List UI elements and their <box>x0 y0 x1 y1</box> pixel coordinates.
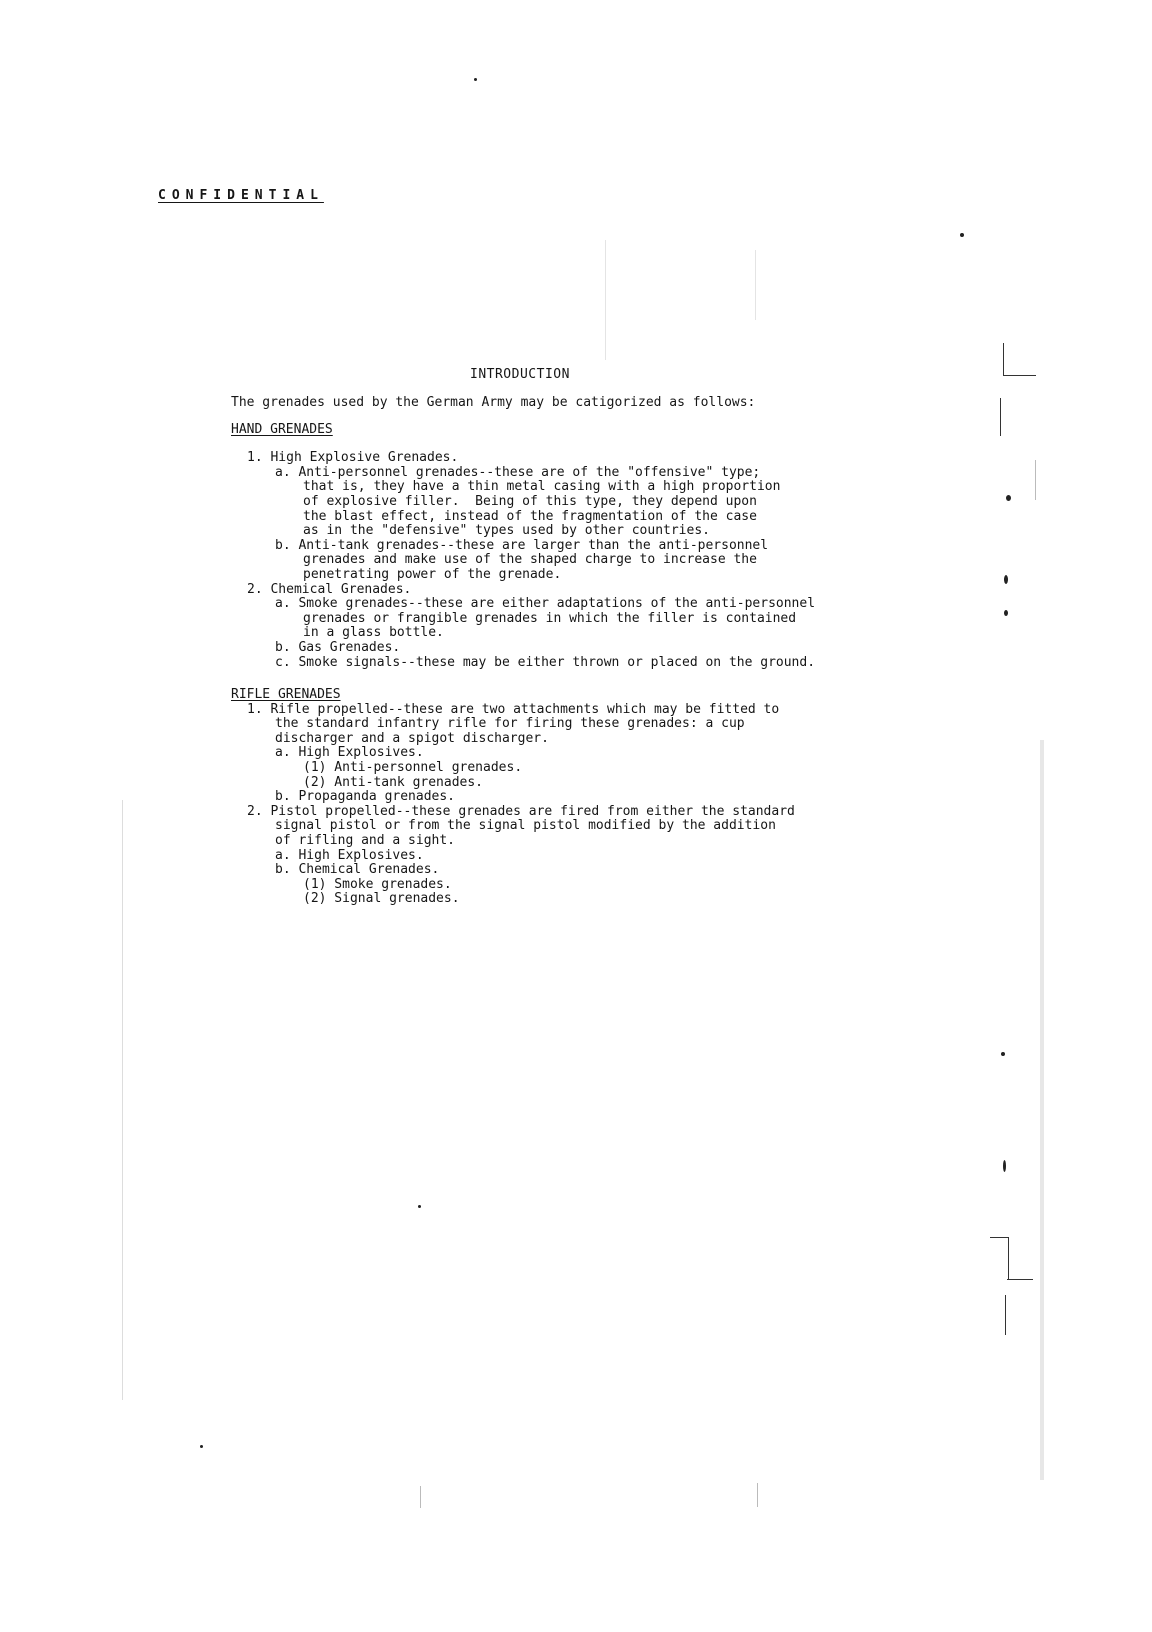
scan-bracket <box>990 1237 1009 1280</box>
outline-line: that is, they have a thin metal casing with a high proportion <box>303 479 781 495</box>
scan-speck <box>1006 495 1011 501</box>
scan-speck <box>474 78 477 81</box>
page-title: INTRODUCTION <box>470 367 570 382</box>
outline-line: in a glass bottle. <box>303 625 444 641</box>
outline-line: b. Anti-tank grenades--these are larger than the anti-personnel <box>275 537 769 553</box>
outline-line: a. High Explosives. <box>275 847 424 863</box>
scan-bracket <box>1007 1279 1033 1281</box>
outline-line: penetrating power of the grenade. <box>303 566 562 582</box>
outline-line: 2. Pistol propelled--these grenades are fired from either the standard <box>247 803 795 819</box>
outline-line: grenades and make use of the shaped charge to increase the <box>303 552 757 568</box>
scan-margin-line <box>1040 740 1044 1480</box>
outline-line: 2. Chemical Grenades. <box>247 581 412 597</box>
rifle-grenades-list <box>231 703 991 907</box>
scan-margin-line <box>420 1486 421 1508</box>
scan-speck <box>960 233 964 237</box>
outline-line: b. Propaganda grenades. <box>275 789 456 805</box>
scan-bracket <box>1003 343 1036 376</box>
outline-line: 1. High Explosive Grenades. <box>247 450 459 466</box>
section-heading-rifle-grenades: RIFLE GRENADES <box>231 687 341 703</box>
outline-line: the standard infantry rifle for firing these grenades: a cup <box>275 716 745 732</box>
document-body <box>231 396 991 907</box>
outline-line: a. High Explosives. <box>275 745 424 761</box>
scan-speck <box>1001 1052 1005 1056</box>
scan-speck <box>1003 1160 1006 1172</box>
scan-margin-line <box>755 250 756 320</box>
outline-line: b. Chemical Grenades. <box>275 862 440 878</box>
scan-bracket <box>1003 1295 1006 1335</box>
scan-margin-line <box>1035 460 1036 500</box>
outline-line: as in the "defensive" types used by other countries. <box>303 523 710 539</box>
outline-line: of rifling and a sight. <box>275 833 456 849</box>
outline-line: grenades or frangible grenades in which the filler is contained <box>303 610 797 626</box>
outline-line: c. Smoke signals--these may be either thrown or placed on the ground. <box>275 654 816 670</box>
outline-line: a. Anti-personnel grenades--these are of the "offensive" type; <box>275 464 761 480</box>
section-heading-hand-grenades: HAND GRENADES <box>231 421 333 437</box>
outline-line: 1. Rifle propelled--these are two attachments which may be fitted to <box>247 701 780 717</box>
outline-line: of explosive filler. Being of this type, they depend upon <box>303 493 757 509</box>
outline-line: (2) Anti-tank grenades. <box>303 774 484 790</box>
scan-speck <box>1004 610 1008 616</box>
scan-speck <box>1004 575 1008 584</box>
outline-line: b. Gas Grenades. <box>275 639 401 655</box>
scan-margin-line <box>605 240 606 360</box>
outline-line: (2) Signal grenades. <box>303 891 460 907</box>
intro-sentence: The grenades used by the German Army may be catigorized as follows: <box>231 395 756 410</box>
outline-line: (1) Anti-personnel grenades. <box>303 760 523 776</box>
outline-line: (1) Smoke grenades. <box>303 876 452 892</box>
outline-line: signal pistol or from the signal pistol modified by the addition <box>275 818 776 834</box>
outline-line: the blast effect, instead of the fragmentation of the case <box>303 508 757 524</box>
scan-speck <box>200 1445 203 1448</box>
hand-grenades-list <box>231 451 991 670</box>
scan-margin-line <box>122 800 123 1400</box>
classification-marking: CONFIDENTIAL <box>158 188 324 203</box>
scan-bracket <box>1000 398 1003 436</box>
outline-line: discharger and a spigot discharger. <box>275 730 549 746</box>
scan-margin-line <box>757 1483 758 1507</box>
scan-speck <box>418 1205 421 1208</box>
outline-line: a. Smoke grenades--these are either adaptations of the anti-personnel <box>275 596 816 612</box>
